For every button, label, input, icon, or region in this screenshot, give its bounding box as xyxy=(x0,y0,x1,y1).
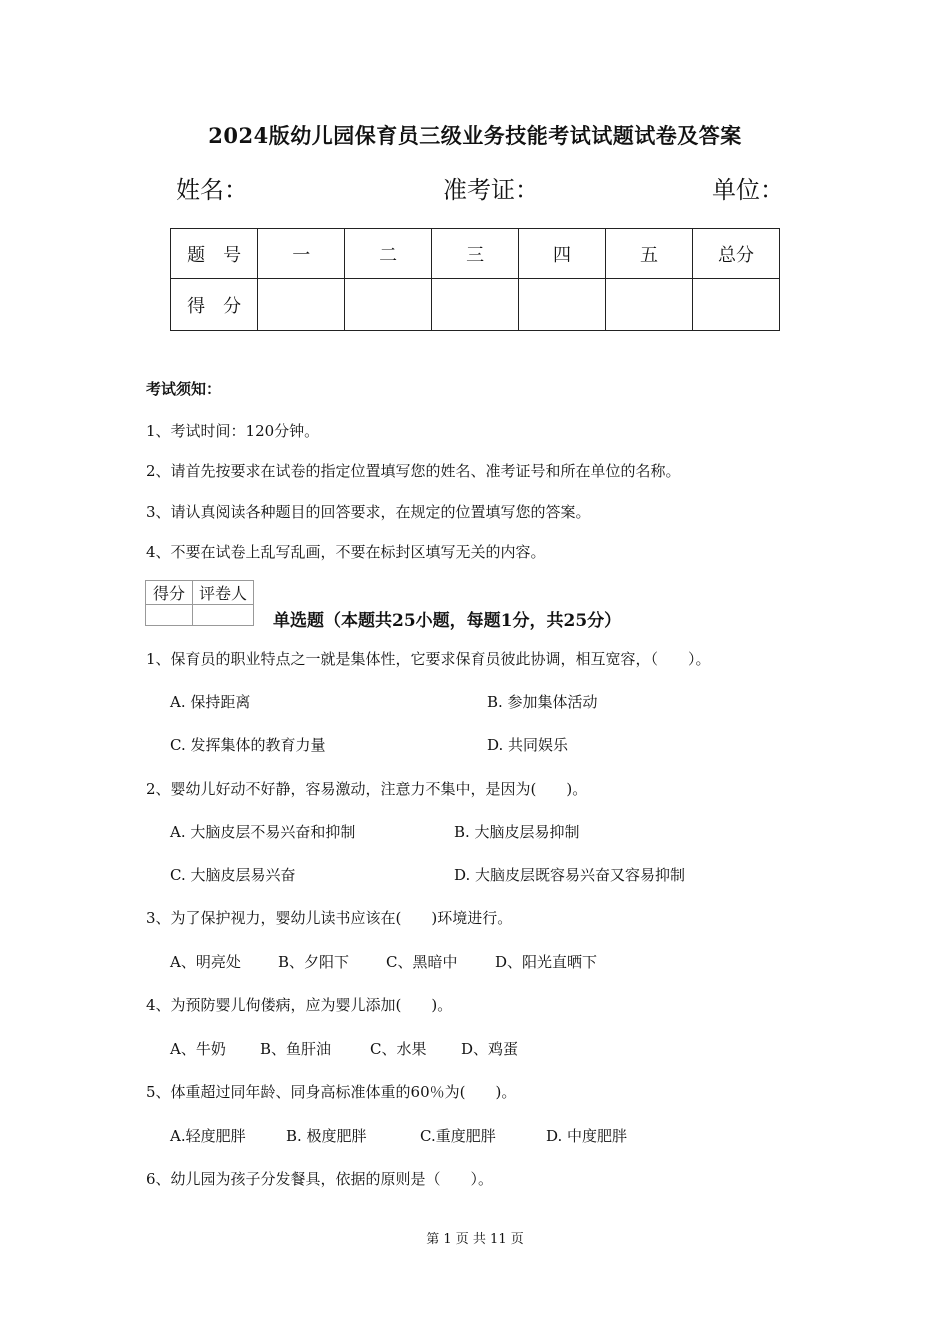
option-c[interactable]: C.重度肥胖 xyxy=(420,1127,496,1145)
grader-score-cell[interactable] xyxy=(146,605,193,626)
score-cell[interactable] xyxy=(606,279,693,331)
option-a[interactable]: A.轻度肥胖 xyxy=(170,1127,246,1145)
option-d[interactable]: D、鸡蛋 xyxy=(461,1040,519,1058)
notes-title: 考试须知： xyxy=(146,380,222,398)
score-cell[interactable] xyxy=(519,279,606,331)
score-cell[interactable] xyxy=(345,279,432,331)
option-b[interactable]: B. 参加集体活动 xyxy=(487,693,598,711)
score-header-cell: 四 xyxy=(519,229,606,279)
option-d[interactable]: D. 共同娱乐 xyxy=(487,736,569,754)
note-item: 3、请认真阅读各种题目的回答要求，在规定的位置填写您的答案。 xyxy=(146,503,591,521)
score-header-cell: 二 xyxy=(345,229,432,279)
option-c[interactable]: C. 发挥集体的教育力量 xyxy=(170,736,326,754)
note-item: 4、不要在试卷上乱写乱画，不要在标封区填写无关的内容。 xyxy=(146,543,546,561)
option-a[interactable]: A、牛奶 xyxy=(170,1040,226,1058)
option-d[interactable]: D. 大脑皮层既容易兴奋又容易抑制 xyxy=(454,866,686,884)
note-item: 1、考试时间：120分钟。 xyxy=(146,422,320,440)
score-table-header-row xyxy=(171,229,780,279)
score-cell[interactable] xyxy=(432,279,519,331)
name-label: 姓名： xyxy=(176,176,248,204)
option-c[interactable]: C、黑暗中 xyxy=(386,953,458,971)
note-item: 2、请首先按要求在试卷的指定位置填写您的姓名、准考证号和所在单位的名称。 xyxy=(146,462,681,480)
option-a[interactable]: A、明亮处 xyxy=(170,953,241,971)
score-header-cell: 一 xyxy=(258,229,345,279)
exam-title: 2024版幼儿园保育员三级业务技能考试试题试卷及答案 xyxy=(208,123,742,148)
score-table-score-row xyxy=(171,279,780,331)
score-header-cell: 三 xyxy=(432,229,519,279)
score-header-cell: 总分 xyxy=(692,229,779,279)
page-footer: 第 1 页 共 11 页 xyxy=(426,1232,524,1247)
grader-reviewer-label: 评卷人 xyxy=(193,581,254,605)
grader-box xyxy=(145,580,254,626)
question-stem: 4、为预防婴儿佝偻病，应为婴儿添加( )。 xyxy=(146,996,453,1014)
option-c[interactable]: C、水果 xyxy=(370,1040,427,1058)
option-b[interactable]: B、夕阳下 xyxy=(278,953,350,971)
question-stem: 5、体重超过同年龄、同身高标准体重的60％为( )。 xyxy=(146,1083,517,1101)
section-title: 单选题（本题共25小题，每题1分，共25分） xyxy=(273,611,622,631)
question-stem: 3、为了保护视力，婴幼儿读书应该在( )环境进行。 xyxy=(146,909,513,927)
option-b[interactable]: B. 大脑皮层易抑制 xyxy=(454,823,580,841)
score-table xyxy=(170,228,780,331)
unit-label: 单位： xyxy=(712,176,784,204)
option-b[interactable]: B、鱼肝油 xyxy=(260,1040,332,1058)
grader-score-label: 得分 xyxy=(146,581,193,605)
option-d[interactable]: D. 中度肥胖 xyxy=(546,1127,628,1145)
option-b[interactable]: B. 极度肥胖 xyxy=(286,1127,367,1145)
question-stem: 6、幼儿园为孩子分发餐具，依据的原则是（ ）。 xyxy=(146,1170,494,1188)
grader-reviewer-cell[interactable] xyxy=(193,605,254,626)
score-cell[interactable] xyxy=(258,279,345,331)
option-c[interactable]: C. 大脑皮层易兴奋 xyxy=(170,866,296,884)
ticket-label: 准考证： xyxy=(443,176,539,204)
option-a[interactable]: A. 保持距离 xyxy=(170,693,251,711)
option-d[interactable]: D、阳光直晒下 xyxy=(495,953,598,971)
question-stem: 1、保育员的职业特点之一就是集体性，它要求保育员彼此协调，相互宽容，（ ）。 xyxy=(146,650,711,668)
score-cell[interactable] xyxy=(692,279,779,331)
score-header-cell: 五 xyxy=(606,229,693,279)
question-stem: 2、婴幼儿好动不好静，容易激动，注意力不集中，是因为( )。 xyxy=(146,780,588,798)
option-a[interactable]: A. 大脑皮层不易兴奋和抑制 xyxy=(170,823,356,841)
score-header-cell: 题 号 xyxy=(171,229,258,279)
score-row-label: 得 分 xyxy=(171,279,258,331)
